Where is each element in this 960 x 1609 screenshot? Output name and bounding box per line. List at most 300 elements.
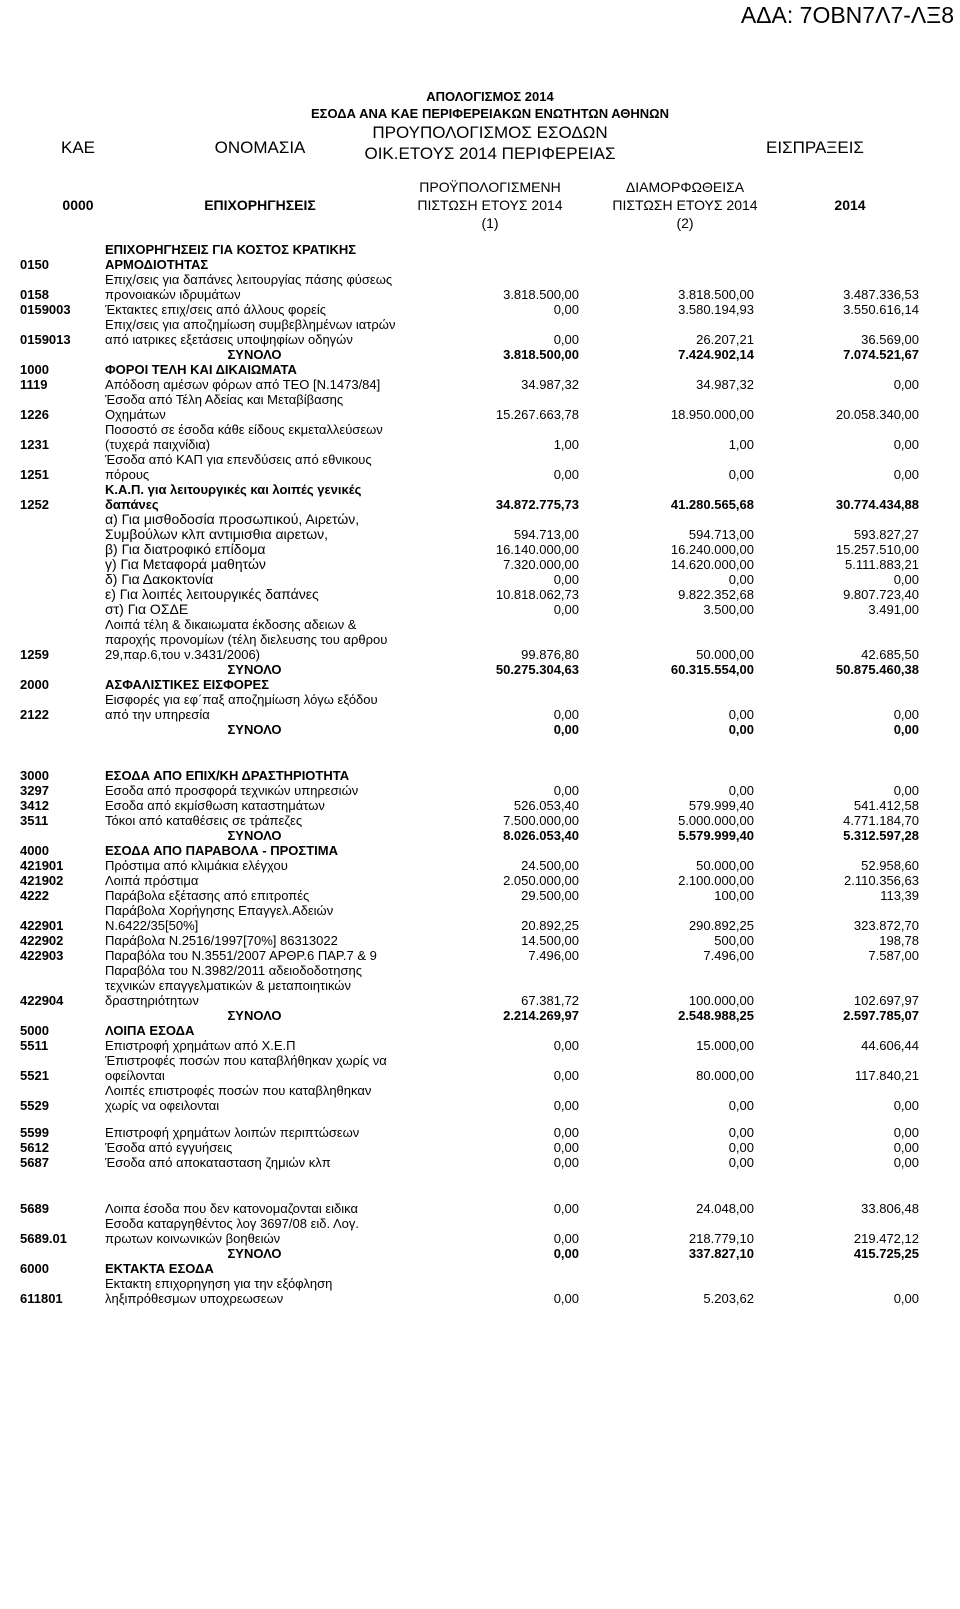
receipts-cell: 415.725,25 [853, 1246, 919, 1261]
receipts-cell: 15.257.510,00 [835, 542, 919, 557]
table-row [17, 272, 922, 302]
name-cell: Έσοδα από εγγυήσεις [105, 1140, 233, 1155]
revised-cell: 0,00 [728, 1155, 754, 1170]
kae-cell [17, 347, 102, 362]
table-row [17, 1023, 922, 1038]
revised-cell: 290.892,25 [688, 918, 754, 933]
table-row [17, 1170, 922, 1216]
table-row [17, 1261, 922, 1276]
revised-cell [582, 1261, 757, 1276]
revised-cell: 100,00 [714, 888, 754, 903]
name-cell: Επιχ/σεις για αποζημίωση συμβεβλημένων ιατρών από ιατρικες εξετάσεις υποψηφίων οδηγών [105, 317, 396, 347]
receipts-cell: 0,00 [893, 377, 919, 392]
kae-cell: 5689 [20, 1201, 49, 1216]
header-receipts: ΕΙΣΠΡΑΞΕΙΣ [766, 138, 864, 157]
revised-cell: 500,00 [714, 933, 754, 948]
receipts-cell: 219.472,12 [853, 1231, 919, 1246]
revised-cell: 100.000,00 [688, 993, 754, 1008]
revised-cell: 0,00 [728, 1098, 754, 1113]
revised-cell: 50.000,00 [696, 647, 754, 662]
name-cell: Κ.Α.Π. για λειτουργικές και λοιπές γενικές δαπάνες [105, 482, 362, 512]
kae-cell: 5599 [20, 1125, 49, 1140]
budgeted-cell [407, 1261, 582, 1276]
revised-cell: 41.280.565,68 [670, 497, 754, 512]
budgeted-cell: 7.320.000,00 [503, 557, 579, 572]
receipts-cell [757, 1023, 922, 1038]
title-subtitle: ΕΣΟΔΑ ΑΝΑ ΚΑΕ ΠΕΡΙΦΕΡΕΙΑΚΩΝ ΕΝΩΤΗΤΩΝ ΑΘΗΝΩΝ [311, 106, 669, 121]
header-grants: ΕΠΙΧΟΡΗΓΗΣΕΙΣ [204, 197, 316, 213]
receipts-cell: 323.872,70 [853, 918, 919, 933]
header-col2-line1: ΔΙΑΜΟΡΦΩΘΕΙΣΑ [625, 179, 745, 195]
table-row [17, 948, 922, 963]
name-cell: Τόκοι από καταθέσεις σε τράπεζες [105, 813, 303, 828]
table-row [17, 1038, 922, 1053]
receipts-cell: 0,00 [893, 783, 919, 798]
kae-cell [17, 542, 102, 557]
table-row [17, 452, 922, 482]
revised-cell: 2.548.988,25 [678, 1008, 754, 1023]
receipts-cell: 198,78 [879, 933, 919, 948]
kae-cell: 5511 [20, 1038, 49, 1053]
total-row [17, 1246, 922, 1261]
kae-cell: 422901 [20, 918, 64, 933]
name-cell: ΕΠΙΧΟΡΗΓΗΣΕΙΣ ΓΙΑ ΚΟΣΤΟΣ ΚΡΑΤΙΚΗΣ ΑΡΜΟΔΙΟΤΗΤΑΣ [105, 242, 357, 272]
table-row [17, 317, 922, 347]
budgeted-cell: 0,00 [553, 1098, 579, 1113]
table-row [17, 587, 922, 602]
kae-cell: 421902 [20, 873, 64, 888]
kae-cell [17, 512, 102, 542]
table-row [17, 1140, 922, 1155]
revised-cell [582, 737, 757, 783]
kae-cell: 3511 [20, 813, 49, 828]
budgeted-cell: 15.267.663,78 [495, 407, 579, 422]
receipts-cell: 117.840,21 [854, 1068, 919, 1083]
kae-cell: 4222 [20, 888, 49, 903]
kae-cell: 1259 [20, 647, 49, 662]
kae-cell: 6000 [20, 1261, 49, 1276]
receipts-cell: 3.487.336,53 [843, 287, 919, 302]
table-row [17, 737, 922, 783]
table-row [17, 392, 922, 422]
kae-cell: 0159003 [20, 302, 71, 317]
revised-cell: 60.315.554,00 [670, 662, 754, 677]
budgeted-cell: 0,00 [553, 332, 579, 347]
ada-code: ΑΔΑ: 7ΟΒΝ7Λ7-ΛΞ8 [740, 2, 954, 28]
receipts-cell: 42.685,50 [861, 647, 919, 662]
receipts-cell: 0,00 [893, 437, 919, 452]
name-cell: ΣΥΝΟΛΟ [227, 662, 282, 677]
header-col2-line2: ΠΙΣΤΩΣΗ ΕΤΟΥΣ 2014 [612, 197, 758, 213]
budgeted-cell: 34.987,32 [521, 377, 579, 392]
header-col1-line1: ΠΡΟΫΠΟΛΟΓΙΣΜΕΝΗ [419, 179, 561, 195]
kae-cell: 1252 [20, 497, 49, 512]
revised-cell: 24.048,00 [696, 1201, 754, 1216]
receipts-cell: 113,39 [880, 888, 919, 903]
total-row [17, 828, 922, 843]
receipts-cell: 9.807.723,40 [843, 587, 919, 602]
budgeted-cell: 2.214.269,97 [503, 1008, 579, 1023]
name-cell: ΑΣΦΑΛΙΣΤΙΚΕΣ ΕΙΣΦΟΡΕΣ [105, 677, 270, 692]
table-row [17, 557, 922, 572]
receipts-cell: 0,00 [893, 1291, 919, 1306]
kae-cell: 4000 [20, 843, 49, 858]
budgeted-cell: 0,00 [553, 1140, 579, 1155]
receipts-cell: 0,00 [893, 572, 919, 587]
budgeted-cell: 16.140.000,00 [495, 542, 579, 557]
name-cell: Εσοδα από προσφορά τεχνικών υπηρεσιών [105, 783, 359, 798]
revised-cell: 0,00 [728, 1140, 754, 1155]
revised-cell: 14.620.000,00 [670, 557, 754, 572]
budgeted-cell [407, 362, 582, 377]
kae-cell [17, 572, 102, 587]
name-cell: Παράβολα εξέτασης από επιτροπές [105, 888, 310, 903]
name-cell: Εκτακτη επιχορηγηση για την εξόφληση ληξιπρόθεσμων υποχρεωσεων [105, 1276, 333, 1306]
name-cell: Έσοδα από αποκατασταση ζημιών κλπ [105, 1155, 331, 1170]
table-row [17, 482, 922, 512]
kae-cell: 5521 [20, 1068, 49, 1083]
revised-cell: 5.203,62 [703, 1291, 754, 1306]
revised-cell: 7.496,00 [703, 948, 754, 963]
revised-cell: 16.240.000,00 [670, 542, 754, 557]
kae-cell: 0158 [20, 287, 49, 302]
table-row [17, 858, 922, 873]
revised-cell: 3.818.500,00 [678, 287, 754, 302]
budgeted-cell: 67.381,72 [521, 993, 579, 1008]
header-col1-line2: ΠΙΣΤΩΣΗ ΕΤΟΥΣ 2014 [417, 197, 563, 213]
kae-cell [17, 602, 102, 617]
receipts-cell [757, 1261, 922, 1276]
table-row [17, 422, 922, 452]
name-cell: Λοιπά πρόστιμα [105, 873, 199, 888]
revised-cell: 18.950.000,00 [670, 407, 754, 422]
budgeted-cell: 0,00 [553, 1231, 579, 1246]
kae-cell: 421901 [20, 858, 64, 873]
revised-cell: 337.827,10 [688, 1246, 754, 1261]
revised-cell: 0,00 [728, 467, 754, 482]
table-row [17, 873, 922, 888]
revised-cell [582, 362, 757, 377]
name-cell: ΛΟΙΠΑ ΕΣΟΔΑ [105, 1023, 195, 1038]
receipts-cell: 0,00 [893, 707, 919, 722]
budgeted-cell: 0,00 [553, 722, 579, 737]
name-cell: ΣΥΝΟΛΟ [227, 1008, 282, 1023]
receipts-cell: 52.958,60 [861, 858, 919, 873]
name-cell: Παράβολα Ν.2516/1997[70%] 86313022 [105, 933, 338, 948]
kae-cell: 611801 [20, 1291, 63, 1306]
name-cell: Παραβόλα του Ν.3551/2007 ΑΡΘΡ.6 ΠΑΡ.7 & 9 [105, 948, 377, 963]
kae-cell: 5000 [20, 1023, 49, 1038]
budgeted-cell: 0,00 [553, 1038, 579, 1053]
budgeted-cell [407, 737, 582, 783]
table-row [17, 692, 922, 722]
table-row [17, 783, 922, 798]
revised-cell: 3.580.194,93 [678, 302, 754, 317]
budgeted-cell: 7.496,00 [528, 948, 579, 963]
budgeted-cell: 0,00 [553, 602, 579, 617]
kae-cell: 0159013 [20, 332, 71, 347]
header-col1-line3: (1) [481, 215, 499, 231]
revised-cell: 594.713,00 [688, 527, 754, 542]
header-col2-line3: (2) [676, 215, 694, 231]
name-cell: β) Για διατροφικό επίδομα [105, 542, 266, 557]
table-row [17, 963, 922, 1008]
name-cell: Επιστροφή χρημάτων από Χ.Ε.Π [105, 1038, 296, 1053]
kae-cell: 1226 [20, 407, 49, 422]
name-cell: Απόδοση αμέσων φόρων από ΤΕΟ [Ν.1473/84] [105, 377, 381, 392]
table-row [17, 903, 922, 933]
budgeted-cell: 50.275.304,63 [495, 662, 579, 677]
name-cell: Ποσοστό σε έσοδα κάθε είδους εκμεταλλεύσεων (τυχερά παιχνίδια) [105, 422, 383, 452]
name-cell: ΕΚΤΑΚΤΑ ΕΣΟΔΑ [105, 1261, 214, 1276]
receipts-cell: 5.312.597,28 [843, 828, 919, 843]
name-cell: Παραβόλα του Ν.3982/2011 αδειοδοδοτησης τεχνικών επαγγελματικών & μεταποιητικών δραστηριότητων [105, 963, 363, 1008]
name-cell: δ) Για Δακοκτονία [105, 572, 214, 587]
kae-cell: 422904 [20, 993, 64, 1008]
revised-cell [582, 242, 757, 272]
name-cell: Έσοδα από Τέλη Αδείας και Μεταβίβασης Οχημάτων [105, 392, 344, 422]
name-cell: Έκτακτες επιχ/σεις από άλλους φορείς [105, 302, 327, 317]
budgeted-cell: 0,00 [553, 707, 579, 722]
budgeted-cell: 0,00 [553, 783, 579, 798]
name-cell: ΣΥΝΟΛΟ [227, 347, 282, 362]
kae-cell [17, 662, 102, 677]
revised-cell [582, 1023, 757, 1038]
table-row [17, 1155, 922, 1170]
budgeted-cell: 0,00 [553, 1291, 579, 1306]
kae-cell [17, 587, 102, 602]
name-cell: Πρόστιμα από κλιμάκια ελέγχου [105, 858, 288, 873]
budgeted-cell: 0,00 [553, 1155, 579, 1170]
name-cell: α) Για μισθοδοσία προσωπικού, Αιρετών, Συμβούλων κλπ αντιμισθια αιρετων, [105, 512, 360, 542]
revised-cell: 2.100.000,00 [678, 873, 754, 888]
receipts-cell: 5.111.883,21 [845, 557, 919, 572]
header-name: ΟΝΟΜΑΣΙΑ [214, 138, 306, 157]
budgeted-cell [407, 242, 582, 272]
title-year: ΟΙΚ.ΕΤΟΥΣ 2014 ΠΕΡΙΦΕΡΕΙΑΣ [364, 144, 616, 163]
table-row [17, 617, 922, 662]
budgeted-cell: 99.876,80 [521, 647, 579, 662]
kae-cell: 3000 [20, 768, 49, 783]
receipts-cell: 0,00 [893, 722, 919, 737]
header-col3: 2014 [834, 197, 866, 213]
header-col2 [590, 178, 780, 232]
receipts-cell: 2.110.356,63 [844, 873, 919, 888]
revenue-table-body [17, 242, 922, 1306]
name-cell: ΦΟΡΟΙ ΤΕΛΗ ΚΑΙ ΔΙΚΑΙΩΜΑΤΑ [105, 362, 297, 377]
table-row [17, 242, 922, 272]
revised-cell: 5.579.999,40 [678, 828, 754, 843]
receipts-cell: 2.597.785,07 [843, 1008, 919, 1023]
table-row [17, 888, 922, 903]
table-row [17, 677, 922, 692]
kae-cell: 1251 [20, 467, 49, 482]
table-row [17, 362, 922, 377]
name-cell: γ) Για Μεταφορά μαθητών [105, 557, 266, 572]
kae-cell [17, 1246, 102, 1261]
receipts-cell [757, 677, 922, 692]
receipts-cell [757, 737, 922, 783]
name-cell: Εισφορές για εφ΄παξ αποζημίωση λόγω εξόδου από την υπηρεσία [105, 692, 378, 722]
name-cell: ΕΣΟΔΑ ΑΠΟ ΠΑΡΑΒΟΛΑ - ΠΡΟΣΤΙΜΑ [105, 843, 338, 858]
budgeted-cell: 7.500.000,00 [503, 813, 579, 828]
name-cell: στ) Για ΟΣΔΕ [105, 602, 189, 617]
revised-cell [582, 677, 757, 692]
title-budget: ΠΡΟΥΠΟΛΟΓΙΣΜΟΣ ΕΣΟΔΩΝ [372, 123, 608, 142]
receipts-cell: 7.587,00 [868, 948, 919, 963]
budgeted-cell: 34.872.775,73 [495, 497, 579, 512]
kae-cell: 3412 [20, 798, 49, 813]
budgeted-cell: 10.818.062,73 [495, 587, 579, 602]
total-row [17, 1008, 922, 1023]
name-cell: Επιχ/σεις για δαπάνες λειτουργίας πάσης φύσεως προνοιακών ιδρυμάτων [105, 272, 393, 302]
budgeted-cell: 24.500,00 [521, 858, 579, 873]
budgeted-cell: 594.713,00 [513, 527, 579, 542]
table-row [17, 813, 922, 828]
name-cell: Παράβολα Χορήγησης Επαγγελ.Αδειών Ν.6422/35[50%] [105, 903, 334, 933]
table-row [17, 542, 922, 557]
receipts-cell: 102.697,97 [853, 993, 919, 1008]
kae-cell: 3297 [20, 783, 49, 798]
budgeted-cell: 20.892,25 [521, 918, 579, 933]
revised-cell: 218.779,10 [688, 1231, 754, 1246]
kae-cell [17, 557, 102, 572]
table-row [17, 602, 922, 617]
name-cell: Εσοδα καταργηθέντος λογ 3697/08 ειδ. Λογ. πρωτων κοινωνικών βοηθειών [105, 1216, 360, 1246]
receipts-cell: 0,00 [893, 1155, 919, 1170]
budgeted-cell [407, 1023, 582, 1038]
budgeted-cell: 3.818.500,00 [503, 347, 579, 362]
receipts-cell: 36.569,00 [861, 332, 919, 347]
name-cell: Λοιπα έσοδα που δεν κατονομαζονται ειδικα [105, 1201, 359, 1216]
name-cell: Λοιπά τέλη & δικαιωματα έκδοσης αδειων & παροχής προνομίων (τέλη διελευσης του αρθρου 29,παρ.6,του ν.3431/2006) [105, 617, 388, 662]
receipts-cell: 0,00 [893, 1140, 919, 1155]
receipts-cell: 541.412,58 [853, 798, 919, 813]
receipts-cell: 30.774.434,88 [835, 497, 919, 512]
table-row [17, 843, 922, 858]
revised-cell: 34.987,32 [696, 377, 754, 392]
budgeted-cell [407, 843, 582, 858]
budgeted-cell: 0,00 [553, 1068, 579, 1083]
total-row [17, 722, 922, 737]
budgeted-cell: 14.500,00 [521, 933, 579, 948]
table-row [17, 933, 922, 948]
header-col1 [395, 178, 585, 232]
table-row [17, 798, 922, 813]
table-row [17, 302, 922, 317]
budgeted-cell: 1,00 [553, 437, 579, 452]
kae-cell [17, 1008, 102, 1023]
receipts-cell [757, 843, 922, 858]
budgeted-cell: 29.500,00 [521, 888, 579, 903]
name-cell: Έπιστροφές ποσών που καταβλήθηκαν χωρίς να οφείλονται [105, 1053, 387, 1083]
kae-cell: 1000 [20, 362, 49, 377]
table-row [17, 572, 922, 587]
budgeted-cell: 0,00 [553, 467, 579, 482]
budgeted-cell: 0,00 [553, 1125, 579, 1140]
kae-cell: 2122 [20, 707, 49, 722]
kae-cell: 2000 [20, 677, 49, 692]
spacer-cell [17, 1113, 922, 1125]
kae-cell: 5689.01 [20, 1231, 67, 1246]
revised-cell: 26.207,21 [696, 332, 754, 347]
kae-cell: 422902 [20, 933, 64, 948]
revised-cell: 7.424.902,14 [678, 347, 754, 362]
revised-cell: 50.000,00 [696, 858, 754, 873]
receipts-cell: 3.550.616,14 [843, 302, 919, 317]
budgeted-cell: 3.818.500,00 [503, 287, 579, 302]
budgeted-cell: 8.026.053,40 [503, 828, 579, 843]
kae-cell: 5612 [20, 1140, 49, 1155]
header-kae: ΚΑΕ [60, 138, 96, 157]
receipts-cell: 7.074.521,67 [843, 347, 919, 362]
table-row [17, 1276, 922, 1306]
receipts-cell: 33.806,48 [861, 1201, 919, 1216]
total-row [17, 662, 922, 677]
budgeted-cell: 0,00 [553, 572, 579, 587]
revised-cell [582, 843, 757, 858]
revised-cell: 9.822.352,68 [678, 587, 754, 602]
table-row [17, 1053, 922, 1083]
revised-cell: 3.500,00 [703, 602, 754, 617]
header-code-0000: 0000 [62, 197, 94, 213]
budgeted-cell: 0,00 [553, 1246, 579, 1261]
revised-cell: 1,00 [728, 437, 754, 452]
kae-cell: 0150 [20, 257, 49, 272]
revised-cell: 579.999,40 [688, 798, 754, 813]
kae-cell [17, 828, 102, 843]
kae-cell: 422903 [20, 948, 64, 963]
table-row [17, 377, 922, 392]
name-cell: ΣΥΝΟΛΟ [227, 828, 282, 843]
receipts-cell: 0,00 [893, 1098, 919, 1113]
name-cell: Επιστροφή χρημάτων λοιπών περιπτώσεων [105, 1125, 360, 1140]
receipts-cell: 44.606,44 [861, 1038, 919, 1053]
kae-cell: 5687 [20, 1155, 49, 1170]
receipts-cell: 593.827,27 [853, 527, 919, 542]
table-row [17, 1125, 922, 1140]
kae-cell: 5529 [20, 1098, 49, 1113]
name-cell: ΣΥΝΟΛΟ [227, 1246, 282, 1261]
kae-cell [17, 722, 102, 737]
receipts-cell: 0,00 [893, 467, 919, 482]
kae-cell: 1119 [20, 377, 48, 392]
receipts-cell [757, 242, 922, 272]
spacer-row [17, 1113, 922, 1125]
name-cell: Εσοδα από εκμίσθωση καταστημάτων [105, 798, 325, 813]
table-row [17, 1083, 922, 1113]
revised-cell: 15.000,00 [696, 1038, 754, 1053]
receipts-cell: 3.491,00 [868, 602, 919, 617]
revised-cell: 0,00 [728, 722, 754, 737]
budgeted-cell: 526.053,40 [513, 798, 579, 813]
table-row [17, 512, 922, 542]
receipts-cell: 20.058.340,00 [835, 407, 919, 422]
revised-cell: 0,00 [728, 783, 754, 798]
name-cell: ΣΥΝΟΛΟ [227, 722, 282, 737]
receipts-cell: 50.875.460,38 [835, 662, 919, 677]
name-cell: Έσοδα από ΚΑΠ για επενδύσεις από εθνικους πόρους [105, 452, 372, 482]
budgeted-cell: 2.050.000,00 [503, 873, 579, 888]
budgeted-cell: 0,00 [553, 1201, 579, 1216]
revised-cell: 5.000.000,00 [678, 813, 754, 828]
budgeted-cell [407, 677, 582, 692]
title-report: ΑΠΟΛΟΓΙΣΜΟΣ 2014 [426, 89, 554, 104]
revised-cell: 0,00 [728, 572, 754, 587]
budgeted-cell: 0,00 [553, 302, 579, 317]
table-row [17, 1216, 922, 1246]
revised-cell: 80.000,00 [696, 1068, 754, 1083]
